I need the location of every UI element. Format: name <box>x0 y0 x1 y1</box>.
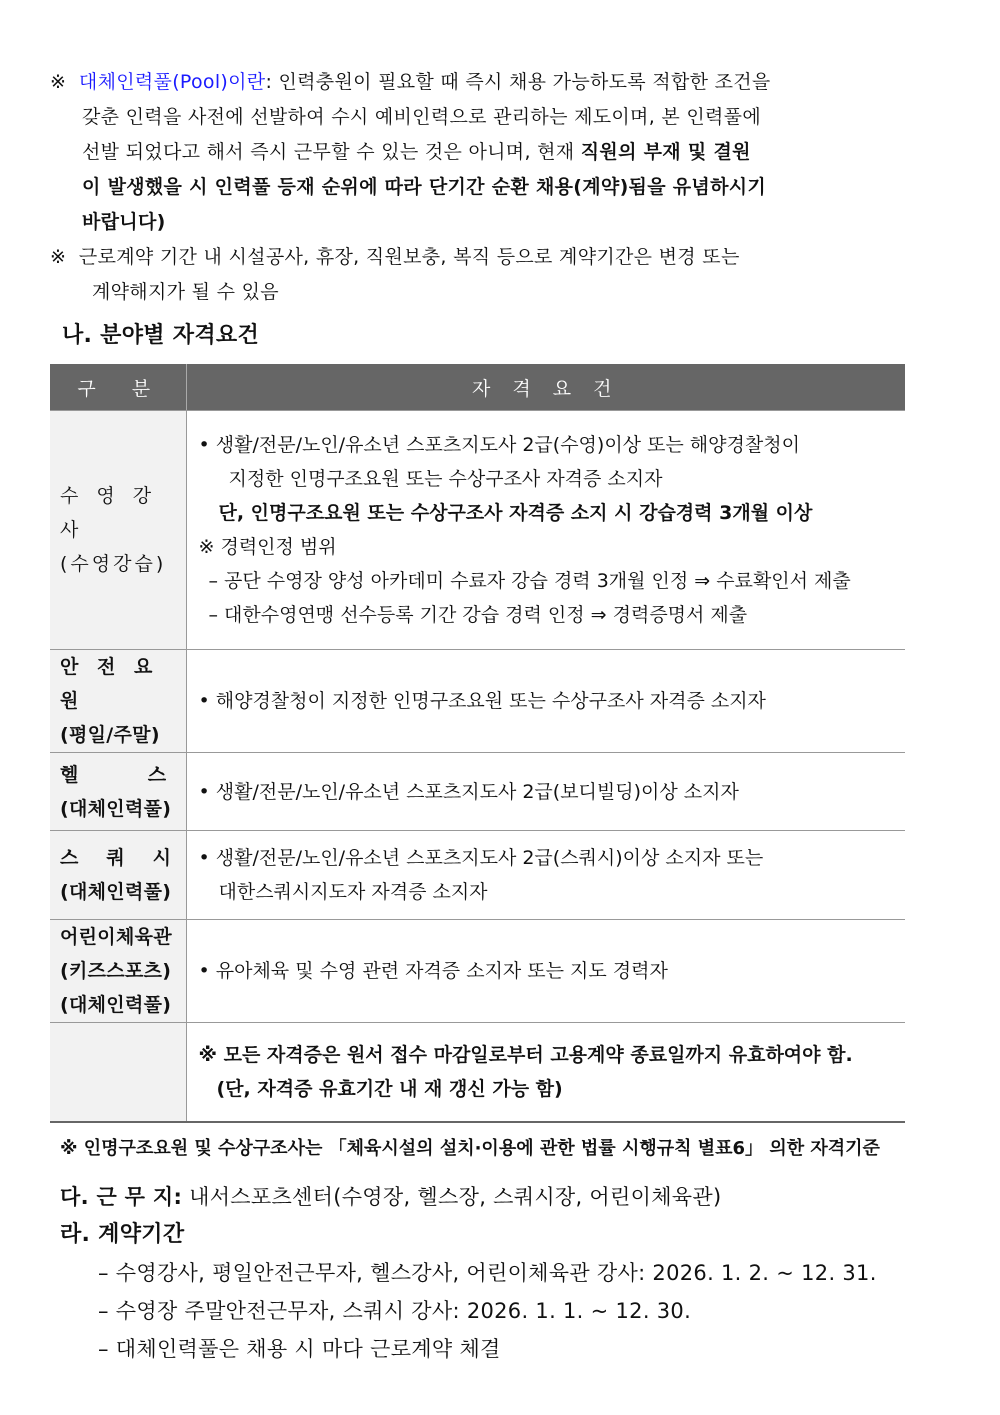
row-requirements <box>186 831 905 920</box>
row-requirements <box>186 920 905 1023</box>
req-line: • 생활/전문/노인/유소년 스포츠지도사 2급(스쿼시)이상 소지자 또는 <box>198 847 764 869</box>
note-1-line-2: 갖춘 인력을 사전에 선발하여 수시 예비인력으로 관리하는 제도이며, 본 인력풀에 <box>82 106 761 128</box>
row-category <box>50 411 186 650</box>
contract-period-item: – 수영강사, 평일안전근무자, 헬스강사, 어린이체육관 강사: 2026. 1. 2. ~ 12. 31. <box>98 1260 877 1285</box>
category-line: 수 영 강 사 <box>60 485 158 541</box>
category-line: (대체인력풀) <box>60 881 172 903</box>
table-row <box>50 920 905 1023</box>
row-category <box>50 920 186 1023</box>
row-category-empty <box>50 1023 186 1122</box>
req-line: • 해양경찰청이 지정한 인명구조요원 또는 수상구조사 자격증 소지자 <box>198 690 766 712</box>
row-requirements <box>186 1023 905 1122</box>
req-line: 대한스쿼시지도자 자격증 소지자 <box>218 881 488 903</box>
req-line: 지정한 인명구조요원 또는 수상구조사 자격증 소지자 <box>228 468 663 490</box>
reference-mark: ※ <box>50 71 67 93</box>
note-1-line-3 <box>82 140 751 164</box>
section-da <box>60 1183 905 1211</box>
table-row <box>50 1023 905 1122</box>
note-1-line-5: 바랍니다) <box>82 211 166 233</box>
table-row <box>50 411 905 650</box>
req-line: – 공단 수영장 양성 아카데미 수료자 강습 경력 3개월 인정 ⇒ 수료확인서 제출 <box>208 570 851 592</box>
category-line: 헬 스 <box>60 763 167 786</box>
req-line: • 생활/전문/노인/유소년 스포츠지도사 2급(수영)이상 또는 해양경찰청이 <box>198 434 800 456</box>
bold-text: 직원의 부재 및 결원 <box>580 141 751 163</box>
category-line: 스 쿼 시 <box>60 847 172 869</box>
header-requirements: 자 격 요 건 <box>186 364 905 411</box>
table-and-sections <box>50 364 905 1363</box>
table-header <box>50 364 905 411</box>
req-line: 단, 인명구조요원 또는 수상구조사 자격증 소지 시 강습경력 3개월 이상 <box>218 502 813 524</box>
section-heading-na: 나. 분야별 자격요건 <box>62 323 259 348</box>
contract-period-item: – 수영장 주말안전근무자, 스쿼시 강사: 2026. 1. 1. ~ 12. 30. <box>98 1298 692 1323</box>
row-requirements <box>186 650 905 753</box>
row-requirements <box>186 753 905 831</box>
note-2-line-2: 계약해지가 될 수 있음 <box>92 281 279 303</box>
category-line: 안 전 요 원 <box>60 656 159 712</box>
category-line: (대체인력풀) <box>60 994 172 1016</box>
row-category <box>50 650 186 753</box>
req-line: ※ 경력인정 범위 <box>198 536 337 558</box>
contract-period-item: – 대체인력풀은 채용 시 마다 근로계약 체결 <box>98 1336 501 1361</box>
req-line: – 대한수영연맹 선수등록 기간 강습 경력 인정 ⇒ 경력증명서 제출 <box>208 604 748 626</box>
category-line: 어린이체육관 <box>60 926 172 948</box>
table-row <box>50 831 905 920</box>
text: 선발 되었다고 해서 즉시 근무할 수 있는 것은 아니며, 현재 <box>82 141 581 163</box>
req-line: ※ 모든 자격증은 원서 접수 마감일로부터 고용계약 종료일까지 유효하여야 함. <box>198 1043 853 1066</box>
table-row <box>50 753 905 831</box>
category-line: (평일/주말) <box>60 724 160 746</box>
req-line: (단, 자격증 유효기간 내 재 갱신 가능 함) <box>216 1077 563 1100</box>
pool-term: 대체인력풀(Pool)이란 <box>78 71 266 93</box>
note-1-line-1 <box>50 70 771 94</box>
footnote: ※ 인명구조요원 및 수상구조사는 「체육시설의 설치·이용에 관한 법률 시행규칙 별표6」 의한 자격기준 <box>60 1137 880 1159</box>
req-line: • 생활/전문/노인/유소년 스포츠지도사 2급(보디빌딩)이상 소지자 <box>198 780 739 803</box>
qualification-table <box>50 364 905 1123</box>
text: 인력충원이 필요할 때 즉시 채용 가능하도록 적합한 조건을 <box>272 71 771 93</box>
colon: : <box>265 71 273 93</box>
section-label: 다. 근 무 지: <box>60 1184 183 1209</box>
note-2-line-1 <box>50 245 740 269</box>
category-line: (수영강습) <box>60 553 167 575</box>
header-category: 구 분 <box>50 364 186 411</box>
category-line: (대체인력풀) <box>60 797 172 820</box>
text: 근로계약 기간 내 시설공사, 휴장, 직원보충, 복직 등으로 계약기간은 변경 또는 <box>78 246 740 268</box>
req-line: • 유아체육 및 수영 관련 자격증 소지자 또는 지도 경력자 <box>198 960 668 982</box>
reference-mark: ※ <box>50 246 67 268</box>
table-row <box>50 650 905 753</box>
row-category <box>50 831 186 920</box>
row-requirements <box>186 411 905 650</box>
category-line: (키즈스포츠) <box>60 960 172 982</box>
work-location: 내서스포츠센터(수영장, 헬스장, 스쿼시장, 어린이체육관) <box>182 1184 722 1209</box>
note-1-line-4: 이 발생했을 시 인력풀 등재 순위에 따라 단기간 순환 채용(계약)됨을 유념하시기 <box>82 176 767 198</box>
row-category <box>50 753 186 831</box>
section-heading-ra: 라. 계약기간 <box>60 1221 185 1247</box>
